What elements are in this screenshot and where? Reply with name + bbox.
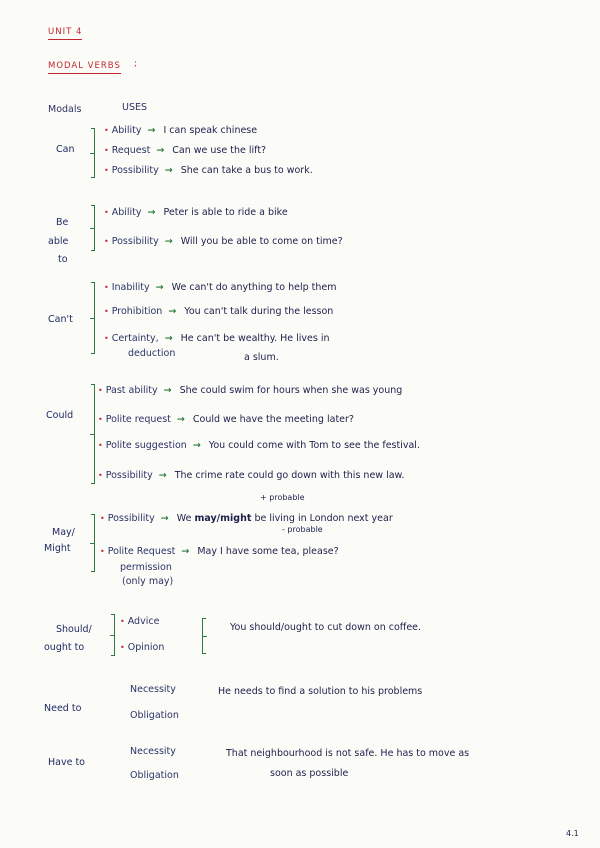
row-could-past-ability: • Past ability → She could swim for hours when she was young bbox=[98, 385, 403, 396]
brace-be-able-to bbox=[94, 205, 95, 251]
column-header-modals: Modals bbox=[48, 104, 82, 115]
row-can-possibility: • Possibility → She can take a bus to work. bbox=[104, 165, 313, 176]
brace-cant bbox=[94, 282, 95, 354]
need-to-necessity: Necessity bbox=[130, 684, 176, 695]
modal-should: Should/ bbox=[56, 624, 92, 635]
row-cant-certainty: • Certainty, → He can't be wealthy. He lives in bbox=[104, 333, 330, 344]
modal-able: able bbox=[48, 236, 69, 247]
row-cant-inability: • Inability → We can't do anything to help them bbox=[104, 282, 337, 293]
row-cant-prohibition: • Prohibition → You can't talk during the lesson bbox=[104, 306, 334, 317]
brace-should-right bbox=[202, 618, 203, 654]
modal-could: Could bbox=[46, 410, 74, 421]
row-may-only-may: (only may) bbox=[122, 576, 174, 587]
row-cant-deduction: deduction bbox=[128, 348, 176, 359]
row-cant-example-cont: a slum. bbox=[244, 352, 279, 363]
row-may-possibility: • Possibility → We may/might be living in London next year bbox=[100, 513, 393, 524]
unit-heading: UNIT 4 bbox=[48, 26, 82, 40]
brace-can bbox=[94, 128, 95, 178]
title-mark: ; bbox=[134, 59, 138, 69]
row-beable-possibility: • Possibility → Will you be able to come on time? bbox=[104, 236, 343, 247]
row-could-possibility: • Possibility → The crime rate could go down with this new law. bbox=[98, 470, 405, 481]
modal-ought-to: ought to bbox=[44, 642, 85, 653]
modal-can: Can bbox=[56, 144, 75, 155]
row-could-polite-request: • Polite request → Could we have the meeting later? bbox=[98, 414, 354, 425]
column-header-uses: USES bbox=[122, 102, 148, 113]
modal-cant: Can't bbox=[48, 314, 73, 325]
row-beable-ability: • Ability → Peter is able to ride a bike bbox=[104, 207, 288, 218]
row-could-polite-suggestion: • Polite suggestion → You could come with Tom to see the festival. bbox=[98, 440, 420, 451]
have-to-obligation: Obligation bbox=[130, 770, 179, 781]
row-can-ability: • Ability → I can speak chinese bbox=[104, 125, 258, 136]
row-should-opinion: • Opinion bbox=[120, 642, 165, 653]
have-to-necessity: Necessity bbox=[130, 746, 176, 757]
need-to-example: He needs to find a solution to his problems bbox=[218, 686, 423, 697]
brace-could bbox=[94, 384, 95, 484]
row-may-polite-request: • Polite Request → May I have some tea, please? bbox=[100, 546, 339, 557]
modal-may: May/ bbox=[52, 527, 75, 538]
modal-might: Might bbox=[44, 543, 71, 554]
page-number: 4.1 bbox=[566, 829, 579, 838]
brace-should bbox=[114, 614, 115, 656]
modal-have-to: Have to bbox=[48, 757, 85, 768]
modal-to: to bbox=[58, 254, 68, 265]
have-to-example: That neighbourhood is not safe. He has to move as bbox=[226, 748, 470, 759]
have-to-example-cont: soon as possible bbox=[270, 768, 349, 779]
row-can-request: • Request → Can we use the lift? bbox=[104, 145, 267, 156]
need-to-obligation: Obligation bbox=[130, 710, 179, 721]
page-title: MODAL VERBS bbox=[48, 60, 121, 74]
should-example: You should/ought to cut down on coffee. bbox=[230, 622, 422, 633]
modal-need-to: Need to bbox=[44, 703, 82, 714]
row-should-advice: • Advice bbox=[120, 616, 160, 627]
row-may-permission: permission bbox=[120, 562, 172, 573]
brace-may-might bbox=[94, 514, 95, 572]
modal-be: Be bbox=[56, 217, 69, 228]
note-minus-probable: - probable bbox=[282, 525, 323, 534]
note-plus-probable: + probable bbox=[260, 493, 305, 502]
